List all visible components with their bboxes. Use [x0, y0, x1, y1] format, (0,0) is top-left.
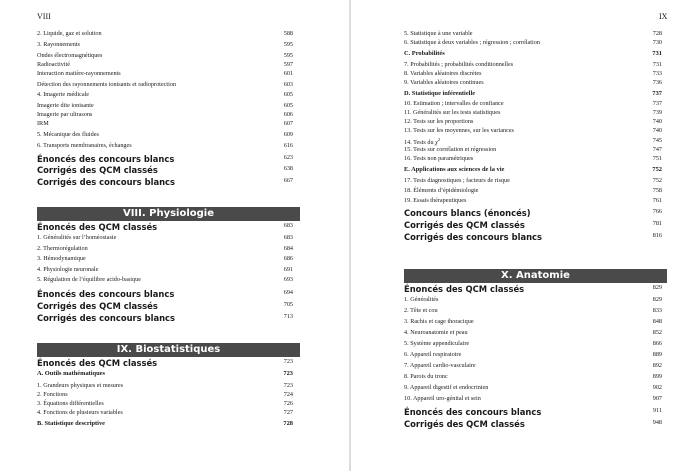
toc-entry-title: 11. Généralités sur les tests statistiques: [404, 109, 501, 116]
toc-entry-title: Énoncés des concours blancs: [37, 154, 175, 164]
toc-entry-title: 4. Fonctions de plusieurs variables: [37, 409, 123, 416]
toc-entry-page-number: 616: [283, 142, 293, 149]
toc-entry-page-number: 605: [283, 91, 293, 98]
toc-entry-title: 17. Tests diagnostiques ; facteurs de risque: [404, 177, 510, 184]
toc-entry-title: 13. Tests sur les moyennes, sur les variances: [404, 127, 514, 134]
toc-entry-page-number: 852: [652, 329, 662, 336]
toc-entry-title: 4. Physiologie neuronale: [37, 266, 99, 273]
toc-entry-page-number: 686: [283, 255, 293, 262]
toc-entry-title: A. Outils mathématiques: [37, 370, 105, 377]
toc-entry-title: B. Statistique descriptive: [37, 420, 105, 427]
toc-entry-page-number: 694: [283, 289, 293, 296]
left-folio: VIII: [37, 12, 51, 21]
toc-entry-page-number: 603: [283, 81, 293, 88]
toc-entry-title: Énoncés des QCM classés: [37, 222, 158, 232]
toc-entry-title: 4. Imagerie médicale: [37, 91, 90, 98]
toc-entry-page-number: 727: [283, 409, 293, 416]
toc-entry-page-number: 752: [652, 177, 662, 184]
toc-entry-page-number: 829: [652, 284, 662, 291]
toc-entry-title: 3. Rachis et cage thoracique: [404, 318, 474, 325]
toc-entry-page-number: 747: [652, 146, 662, 153]
toc-entry-page-number: 728: [283, 420, 293, 427]
toc-entry-page-number: 623: [283, 154, 293, 161]
toc-entry-title: 15. Tests sur corrélation et régression: [404, 146, 497, 153]
toc-entry-page-number: 726: [283, 400, 293, 407]
toc-entry-title: 5. Mécanique des fluides: [37, 131, 99, 138]
toc-entry-title: 5. Régulation de l’équilibre acido-basique: [37, 276, 141, 283]
toc-entry-title: 2. Liquide, gaz et solution: [37, 30, 102, 37]
toc-entry-page-number: 606: [283, 111, 293, 118]
toc-entry-title: 1. Grandeurs physiques et mesures: [37, 382, 124, 389]
toc-entry-title: 10. Appareil uro-génital et sein: [404, 395, 481, 402]
toc-entry-title: C. Probabilités: [404, 50, 445, 57]
left-page: [0, 0, 349, 471]
section-banner-biostatistiques: IX. Biostatistiques: [37, 343, 300, 357]
toc-entry-page-number: 595: [283, 52, 293, 59]
toc-entry-title: Concours blancs (énoncés): [404, 208, 531, 218]
toc-entry-page-number: 766: [652, 208, 662, 215]
toc-entry-title: Imagerie par ultrasons: [37, 111, 93, 118]
toc-entry-page-number: 723: [283, 382, 293, 389]
toc-entry-title: 18. Éléments d’épidémiologie: [404, 187, 479, 194]
toc-entry-title: 2. Tête et cou: [404, 307, 438, 314]
toc-entry-title: Énoncés des concours blancs: [404, 407, 542, 417]
toc-entry-title: 12. Tests sur les proportions: [404, 118, 474, 125]
toc-entry-title: 9. Appareil digestif et endocrinien: [404, 384, 489, 391]
toc-entry-page-number: 728: [652, 30, 662, 37]
toc-entry-title: 8. Variables aléatoires discrètes: [404, 70, 482, 77]
toc-entry-title: 4. Neuroanatomie et peau: [404, 329, 468, 336]
toc-entry-title: 6. Appareil respiratoire: [404, 351, 462, 358]
toc-entry-page-number: 833: [652, 307, 662, 314]
section-banner-anatomie: X. Anatomie: [404, 269, 667, 283]
right-folio: IX: [659, 12, 668, 21]
toc-entry-page-number: 607: [283, 120, 293, 127]
toc-entry-page-number: 848: [652, 318, 662, 325]
toc-entry-title: 19. Essais thérapeutiques: [404, 197, 467, 204]
toc-entry-title: Interaction matière-rayonnements: [37, 70, 121, 77]
toc-entry-page-number: 907: [652, 395, 662, 402]
toc-entry-page-number: 745: [652, 137, 662, 144]
toc-entry-title: 6. Statistique à deux variables ; régression ; corrélation: [404, 39, 540, 46]
toc-entry-page-number: 736: [652, 79, 662, 86]
section-banner-physiologie: VIII. Physiologie: [37, 207, 300, 221]
toc-entry-page-number: 781: [652, 220, 662, 227]
toc-entry-page-number: 761: [652, 197, 662, 204]
toc-entry-page-number: 588: [283, 30, 293, 37]
toc-entry-title: 1. Généralités sur l’homéostasie: [37, 234, 117, 241]
toc-entry-title: 3. Équations différentielles: [37, 400, 104, 407]
toc-entry-title: Énoncés des QCM classés: [404, 284, 525, 294]
toc-entry-title: Corrigés des concours blancs: [404, 232, 543, 242]
toc-entry-title: IRM: [37, 120, 49, 127]
toc-entry-page-number: 737: [652, 100, 662, 107]
toc-entry-title: 7. Probabilités ; probabilités conditionnelles: [404, 61, 514, 68]
toc-entry-page-number: 899: [652, 373, 662, 380]
toc-entry-page-number: 723: [283, 358, 293, 365]
toc-entry-title: 9. Variables aléatoires continues: [404, 79, 484, 86]
toc-entry-page-number: 911: [652, 407, 662, 414]
toc-entry-page-number: 733: [652, 70, 662, 77]
toc-entry-title: E. Applications aux sciences de la vie: [404, 166, 505, 173]
toc-entry-page-number: 816: [652, 232, 662, 239]
toc-entry-title: Énoncés des QCM classés: [37, 358, 158, 368]
toc-entry-page-number: 609: [283, 131, 293, 138]
toc-entry-title: Détection des rayonnements ionisants et radioprotection: [37, 81, 177, 88]
toc-entry-title: Corrigés des QCM classés: [404, 220, 525, 230]
toc-entry-page-number: 737: [652, 90, 662, 97]
toc-entry-page-number: 691: [283, 266, 293, 273]
toc-entry-title: Imagerie dite ionisante: [37, 102, 94, 109]
toc-entry-page-number: 758: [652, 187, 662, 194]
toc-entry-title: 8. Parois du tronc: [404, 373, 448, 380]
toc-entry-page-number: 866: [652, 340, 662, 347]
toc-entry-title: 3. Rayonnements: [37, 41, 80, 48]
toc-entry-page-number: 889: [652, 351, 662, 358]
toc-entry-page-number: 724: [283, 391, 293, 398]
toc-entry-page-number: 693: [283, 276, 293, 283]
toc-entry-title: Ondes électromagnétiques: [37, 52, 103, 59]
toc-entry-page-number: 601: [283, 70, 293, 77]
toc-entry-page-number: 723: [283, 370, 293, 377]
toc-entry-page-number: 731: [652, 50, 662, 57]
toc-entry-title: Corrigés des QCM classés: [404, 419, 525, 429]
toc-entry-page-number: 683: [283, 222, 293, 229]
right-page: [351, 0, 700, 471]
toc-entry-page-number: 752: [652, 166, 662, 173]
toc-entry-page-number: 638: [283, 165, 293, 172]
toc-entry-page-number: 829: [652, 296, 662, 303]
toc-entry-page-number: 595: [283, 41, 293, 48]
toc-entry-page-number: 751: [652, 155, 662, 162]
toc-entry-title: Corrigés des QCM classés: [37, 301, 158, 311]
toc-entry-title: 2. Fonctions: [37, 391, 68, 398]
toc-entry-title: Corrigés des QCM classés: [37, 165, 158, 175]
toc-entry-page-number: 597: [283, 61, 293, 68]
toc-entry-page-number: 740: [652, 127, 662, 134]
toc-entry-title: 3. Hémodynamique: [37, 255, 86, 262]
toc-entry-title: Radioactivité: [37, 61, 70, 68]
toc-entry-title: 16. Tests non paramétriques: [404, 155, 474, 162]
toc-entry-title: 1. Généralités: [404, 296, 439, 303]
toc-entry-title: Corrigés des concours blancs: [37, 177, 176, 187]
toc-entry-title: 5. Système appendiculaire: [404, 340, 470, 347]
toc-entry-page-number: 605: [283, 102, 293, 109]
toc-entry-title: 14. Tests du $\chi^2$: [404, 137, 441, 147]
toc-entry-title: 2. Thermorégulation: [37, 245, 88, 252]
toc-entry-page-number: 683: [283, 234, 293, 241]
toc-entry-title: 6. Transports membranaires, échanges: [37, 142, 132, 149]
toc-entry-page-number: 739: [652, 109, 662, 116]
toc-entry-page-number: 892: [652, 362, 662, 369]
toc-entry-page-number: 684: [283, 245, 293, 252]
toc-entry-title: 10. Estimation ; intervalles de confiance: [404, 100, 504, 107]
toc-entry-title: 5. Statistique à une variable: [404, 30, 473, 37]
toc-entry-title: Corrigés des concours blancs: [37, 313, 176, 323]
toc-entry-page-number: 705: [283, 301, 293, 308]
toc-entry-page-number: 667: [283, 177, 293, 184]
toc-entry-title: Énoncés des concours blancs: [37, 289, 175, 299]
toc-entry-title: 7. Appareil cardio-vasculaire: [404, 362, 476, 369]
toc-entry-page-number: 730: [652, 39, 662, 46]
toc-entry-page-number: 902: [652, 384, 662, 391]
toc-entry-page-number: 713: [283, 313, 293, 320]
toc-entry-page-number: 731: [652, 61, 662, 68]
toc-entry-page-number: 740: [652, 118, 662, 125]
toc-entry-page-number: 948: [652, 419, 662, 426]
toc-entry-title: D. Statistique inférentielle: [404, 90, 476, 97]
